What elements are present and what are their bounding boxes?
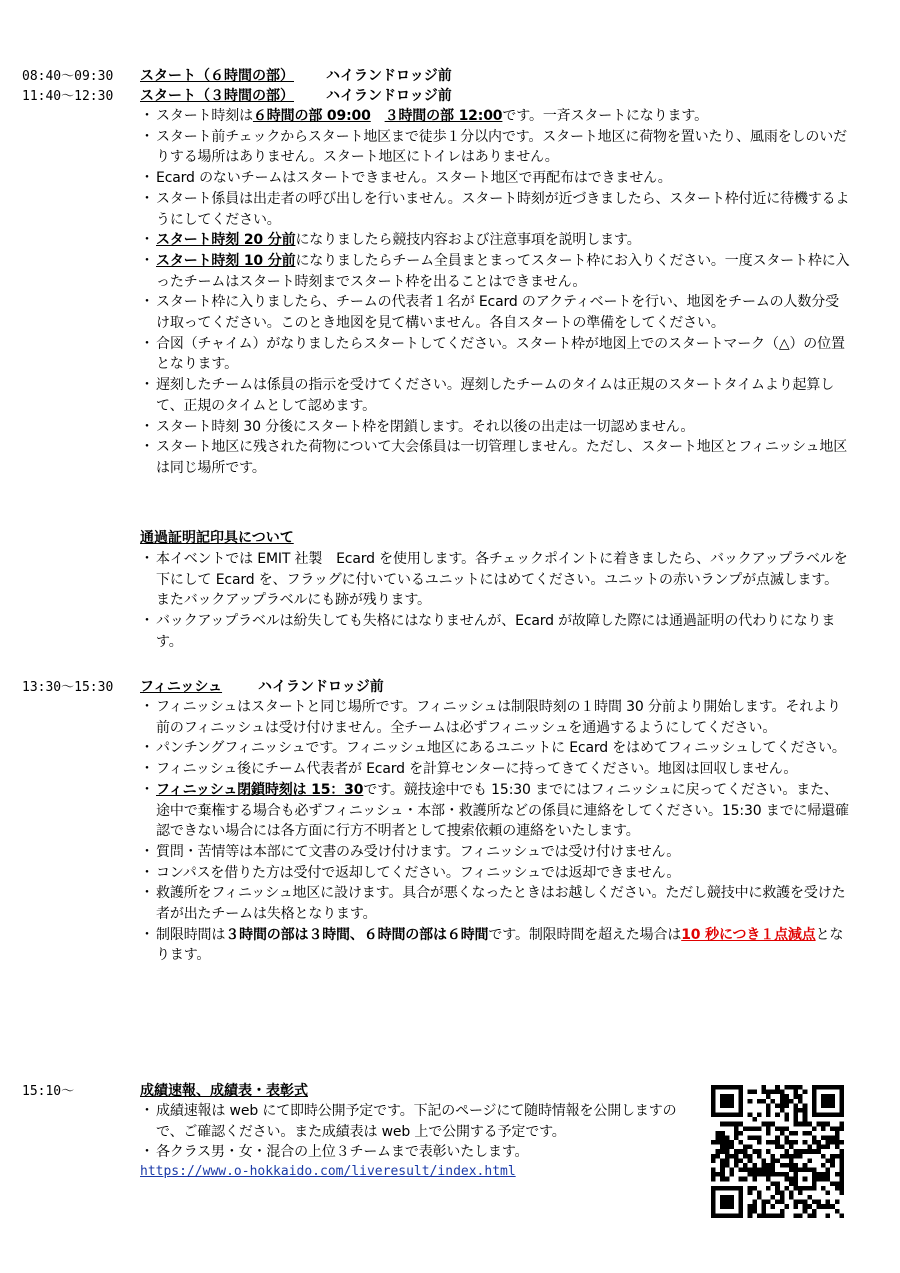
qr-code-icon bbox=[711, 1085, 844, 1218]
list-item bbox=[144, 780, 850, 842]
schedule-row-start6 bbox=[22, 66, 452, 87]
list-item: ・ スタート前チェックからスタート地区まで徒歩１分以内です。スタート地区に荷物を置いたり、風雨をしのいだりする場所はありません。スタート地区にトイレはありません。 bbox=[144, 127, 850, 168]
list-item: ・ 各クラス男・女・混合の上位３チームまで表彰いたします。 bbox=[144, 1142, 692, 1163]
schedule-row-start3 bbox=[22, 86, 452, 107]
schedule-row-finish bbox=[22, 677, 384, 698]
list-item: ・ バックアップラベルは紛失しても失格にはなりませんが、Ecard が故障した際には通過証明の代わりになります。 bbox=[144, 611, 850, 652]
text: スタート時刻は bbox=[156, 108, 253, 124]
list-item: ・ 質問・苦情等は本部にて文書のみ受け付けます。フィニッシュでは受け付けません。 bbox=[144, 842, 850, 863]
list-item: ・ フィニッシュはスタートと同じ場所です。フィニッシュは制限時刻の１時間 30 分前より開始します。それより前のフィニッシュは受け付けません。全チームは必ずフィニッシュを通過するようにしてください。 bbox=[144, 697, 850, 738]
section-heading: スタート（３時間の部） bbox=[140, 88, 294, 104]
emphasis: フィニッシュ閉鎖時刻は 15：30 bbox=[156, 781, 364, 798]
list-item: ・ スタート枠に入りましたら、チームの代表者１名が Ecard のアクティベートを行い、地図をチームの人数分受け取ってください。このとき地図を見て構いません。各自スタートの準備をしてください。 bbox=[144, 292, 850, 333]
list-item: ・ 成績速報は web にて即時公開予定です。下記のページにて随時情報を公開しますので、ご確認ください。また成績表は web 上で公開する予定です。 bbox=[144, 1101, 692, 1142]
text: になりましたらチーム全員まとまってスタート枠にお入りください。一度スタート枠に入ったチームはスタート時刻までスタート枠を出ることはできません。 bbox=[156, 252, 850, 290]
place-label: ハイランドロッジ前 bbox=[258, 679, 384, 695]
place-label: ハイランドロッジ前 bbox=[326, 68, 452, 84]
text: となります。 bbox=[156, 926, 844, 964]
start-time-3h: ３時間の部 12:00 bbox=[384, 108, 503, 124]
list-item: ・ 救護所をフィニッシュ地区に設けます。具合が悪くなったときはお越しください。ただし競技中に救護を受けた者が出たチームは失格となります。 bbox=[144, 883, 850, 924]
start-bullet-list bbox=[144, 106, 850, 479]
time-label: 13:30～15:30 bbox=[22, 680, 114, 695]
list-item: ・ パンチングフィニッシュです。フィニッシュ地区にあるユニットに Ecard をはめてフィニッシュしてください。 bbox=[144, 738, 850, 759]
list-item: ・ スタート時刻 30 分後にスタート枠を閉鎖します。それ以後の出走は一切認めません。 bbox=[144, 417, 850, 438]
list-item: ・ スタート地区に残された荷物について大会係員は一切管理しません。ただし、スタート地区とフィニッシュ地区は同じ場所です。 bbox=[144, 437, 850, 478]
section-heading: スタート（６時間の部） bbox=[140, 68, 294, 84]
text: です。競技途中でも 15:30 までにはフィニッシュに戻ってください。また、途中で棄権する場合も必ずフィニッシュ・本部・救護所などの係員に連絡をしてください。15:30 までに帰還確認できない場合には各方面に行方不明者として捜索依頼の連絡をいたします。 bbox=[156, 781, 849, 840]
place-label: ハイランドロッジ前 bbox=[326, 88, 452, 104]
time-label: 15:10～ bbox=[22, 1084, 75, 1099]
punch-heading: 通過証明記印具について bbox=[140, 530, 294, 546]
section-heading: 成績速報、成績表・表彰式 bbox=[140, 1083, 308, 1099]
schedule-row-results bbox=[22, 1081, 308, 1102]
penalty-text: 10 秒につき１点減点 bbox=[681, 926, 816, 943]
list-item: ・ スタート係員は出走者の呼び出しを行いません。スタート時刻が近づきましたら、スタート枠付近に待機するようにしてください。 bbox=[144, 189, 850, 230]
emphasis: スタート時刻 20 分前 bbox=[156, 232, 296, 249]
text: 制限時間は bbox=[156, 926, 226, 943]
finish-bullet-list bbox=[144, 697, 850, 966]
list-item bbox=[144, 106, 850, 127]
list-item: ・ 本イベントでは EMIT 社製 Ecard を使用します。各チェックポイントに着きましたら、バックアップラベルを下にして Ecard を、フラッグに付いているユニットにはめてください。ユニットの赤いランプが点滅します。またバックアップラベルにも跡が残ります。 bbox=[144, 549, 850, 611]
start-time-6h: ６時間の部 09:00 bbox=[252, 108, 371, 124]
list-item bbox=[144, 251, 850, 292]
time-label: 11:40～12:30 bbox=[22, 89, 114, 104]
time-label: 08:40～09:30 bbox=[22, 69, 114, 84]
emphasis: ３時間の部は３時間、６時間の部は６時間 bbox=[225, 926, 489, 943]
text: です。一斉スタートになります。 bbox=[502, 108, 708, 124]
text: です。制限時間を超えた場合は bbox=[488, 926, 682, 943]
list-item bbox=[144, 230, 850, 251]
results-bullet-list bbox=[144, 1101, 692, 1163]
text: になりましたら競技内容および注意事項を説明します。 bbox=[295, 232, 641, 249]
list-item: ・ コンパスを借りた方は受付で返却してください。フィニッシュでは返却できません。 bbox=[144, 863, 850, 884]
emphasis: スタート時刻 10 分前 bbox=[156, 252, 296, 269]
list-item: ・ 合図（チャイム）がなりましたらスタートしてください。スタート枠が地図上でのスタートマーク（△）の位置となります。 bbox=[144, 334, 850, 375]
section-heading: フィニッシュ bbox=[140, 679, 223, 695]
results-link[interactable]: https://www.o-hokkaido.com/liveresult/index.html bbox=[140, 1164, 516, 1179]
list-item: ・ Ecard のないチームはスタートできません。スタート地区で再配布はできません。 bbox=[144, 168, 850, 189]
punch-bullet-list bbox=[144, 549, 850, 653]
list-item bbox=[144, 925, 850, 966]
list-item: ・ 遅刻したチームは係員の指示を受けてください。遅刻したチームのタイムは正規のスタートタイムより起算して、正規のタイムとして認めます。 bbox=[144, 375, 850, 416]
list-item: ・ フィニッシュ後にチーム代表者が Ecard を計算センターに持ってきてください。地図は回収しません。 bbox=[144, 759, 850, 780]
